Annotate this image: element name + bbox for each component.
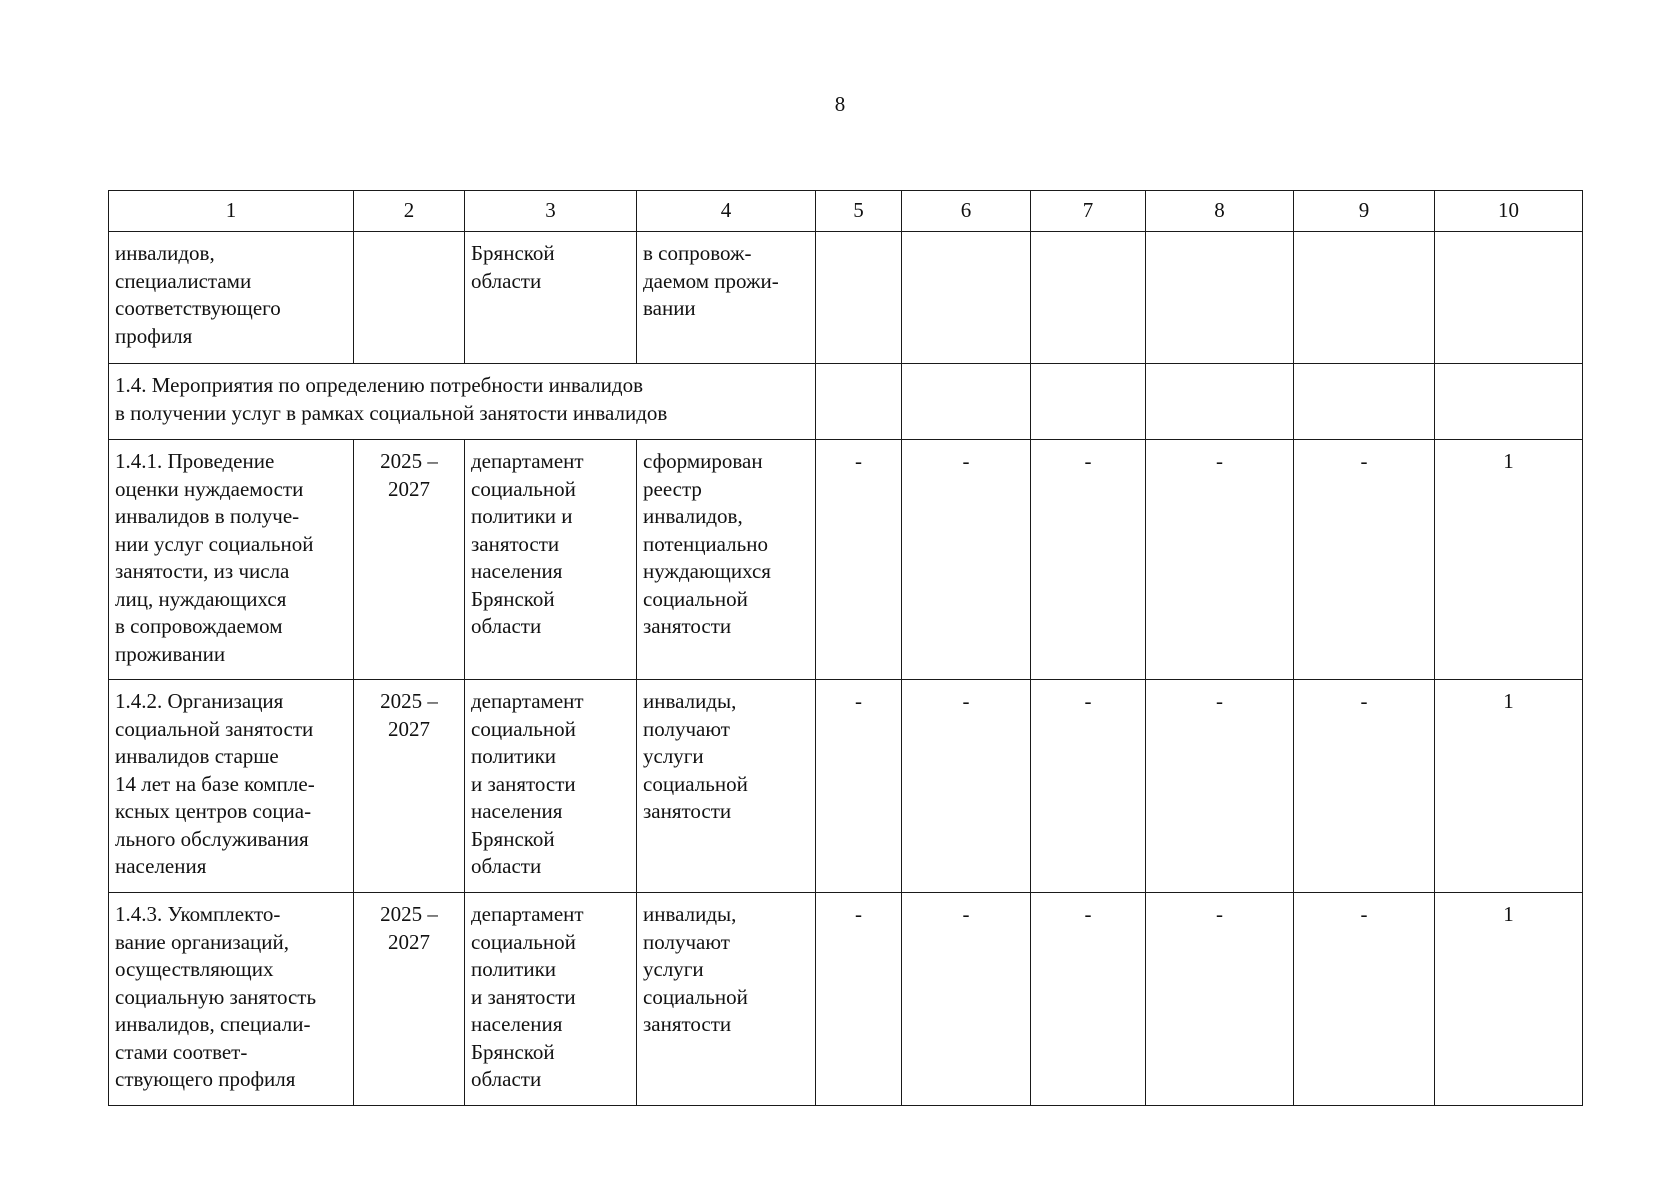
cell-line: политики и [471,504,573,528]
cell-line: 1.4.2. Организация [115,689,284,713]
section-title [109,364,816,440]
cell-line: социальной [471,929,576,954]
cell-line: области [471,614,542,638]
table-row [109,893,1583,1106]
cell-line: департамент [471,902,584,926]
executor-cell [465,893,637,1106]
cell-line: 2025 – [380,449,438,473]
column-number: 9 [1294,191,1435,232]
column-number: 6 [902,191,1031,232]
cell-line: социальной [643,771,748,796]
cell-line: соответствующего [115,296,281,320]
column-number-row [109,191,1583,232]
value-cell: - [816,893,902,1106]
column-number: 8 [1146,191,1294,232]
result-cell [637,893,816,1106]
cell-line: социальной занятости [115,716,314,741]
cell-line: вание организаций, [115,929,289,954]
value-cell: - [1294,893,1435,1106]
years-cell [354,893,465,1106]
cell-line: занятости [471,531,560,556]
value-cell: - [1294,680,1435,893]
value-cell: 1 [1435,440,1583,680]
empty-cell [1031,364,1146,440]
cell-line: департамент [471,689,584,713]
cell-line: даемом прожи- [643,268,779,293]
cell-line: социальной [643,984,748,1009]
empty-cell [1435,232,1583,364]
value-cell: - [902,440,1031,680]
cell-line: инвалидов, специали- [115,1012,311,1036]
value-cell: - [1146,893,1294,1106]
column-number: 2 [354,191,465,232]
cell-line: сформирован [643,449,763,473]
measure-cell [109,893,354,1106]
cell-line: ксных центров социа- [115,799,312,823]
executor-cell [465,680,637,893]
column-number: 7 [1031,191,1146,232]
cell-line: населения [471,1012,563,1036]
cell-line: населения [471,559,563,583]
cell-line: и занятости [471,771,576,796]
cell-line: нуждающихся [643,559,771,583]
cell-line: услуги [643,744,704,768]
cell-line: проживании [115,641,226,666]
years-cell [354,440,465,680]
cell-line: занятости [643,799,732,823]
empty-cell [1294,364,1435,440]
cell-line: области [471,1067,542,1091]
cell-line: потенциально [643,531,768,556]
cell-line: специалистами [115,268,252,293]
cell-line: департамент [471,449,584,473]
column-number: 1 [109,191,354,232]
executor-cell [465,440,637,680]
cell-line: инвалиды, [643,902,737,926]
value-cell: - [1146,680,1294,893]
empty-cell [1146,364,1294,440]
value-cell: - [1031,440,1146,680]
cell-line: социальной [471,716,576,741]
column-number: 3 [465,191,637,232]
column-number: 10 [1435,191,1583,232]
cell-line: Брянской [471,1039,555,1064]
cell-line: политики [471,957,557,981]
empty-cell [1031,232,1146,364]
empty-cell [1146,232,1294,364]
cell-line: занятости, из числа [115,559,290,583]
cell-line: политики [471,744,557,768]
value-cell: 1 [1435,893,1583,1106]
empty-cell [816,232,902,364]
cell-line: инвалидов, [643,504,743,528]
value-cell: - [816,440,902,680]
continued-row [109,232,1583,364]
value-cell: 1 [1435,680,1583,893]
cell-line: 1.4.1. Проведение [115,449,275,473]
cell-line: 1.4.3. Укомплекто- [115,902,281,926]
cell-line: профиля [115,323,193,348]
cell-line: реестр [643,476,702,501]
table-row [109,680,1583,893]
cell-line: 14 лет на базе компле- [115,771,315,796]
cell-line: занятости [643,614,732,638]
cell-line: инвалиды, [643,689,737,713]
value-cell: - [1294,440,1435,680]
cell-line: и занятости [471,984,576,1009]
cell-line: 2025 – [380,689,438,713]
result-cell [637,680,816,893]
years-cell [354,680,465,893]
value-cell: - [1146,440,1294,680]
cell-line: ствующего профиля [115,1067,296,1091]
cell-line: социальной [643,586,748,611]
cell-line: социальную занятость [115,984,317,1009]
cell-line: населения [115,854,207,878]
cell-line: лиц, нуждающихся [115,586,287,611]
cell-line: в получении услуг в рамках социальной занятости инвалидов [115,400,668,425]
cell-line: осуществляющих [115,957,274,981]
cell-line: в сопровождаемом [115,614,283,638]
cell-line: стами соответ- [115,1039,248,1064]
cell-line: нии услуг социальной [115,531,314,556]
measures-table [108,190,1583,1106]
measure-cell [109,232,354,364]
cell-line: Брянской [471,586,555,611]
cell-line: льного обслуживания [115,826,309,851]
cell-line: инвалидов в получе- [115,504,300,528]
value-cell: - [816,680,902,893]
executor-cell [465,232,637,364]
cell-line: Брянской [471,826,555,851]
cell-line: 2027 [388,476,430,501]
cell-line: инвалидов, [115,241,215,265]
years-cell [354,232,465,364]
cell-line: получают [643,716,730,741]
cell-line: 2027 [388,929,430,954]
value-cell: - [902,680,1031,893]
cell-line: вании [643,296,696,320]
column-number: 4 [637,191,816,232]
result-cell [637,440,816,680]
measure-cell [109,680,354,893]
cell-line: получают [643,929,730,954]
cell-line: области [471,268,542,293]
section-row [109,364,1583,440]
table-row [109,440,1583,680]
cell-line: населения [471,799,563,823]
cell-line: социальной [471,476,576,501]
value-cell: - [1031,680,1146,893]
cell-line: занятости [643,1012,732,1036]
cell-line: в сопровож- [643,241,752,265]
measure-cell [109,440,354,680]
value-cell: - [1031,893,1146,1106]
cell-line: 2025 – [380,902,438,926]
cell-line: услуги [643,957,704,981]
page-number: 8 [834,92,846,116]
cell-line: инвалидов старше [115,744,279,768]
empty-cell [1435,364,1583,440]
empty-cell [1294,232,1435,364]
result-cell [637,232,816,364]
cell-line: 2027 [388,716,430,741]
cell-line: области [471,854,542,878]
column-number: 5 [816,191,902,232]
cell-line: 1.4. Мероприятия по определению потребности инвалидов [115,373,644,397]
cell-line: оценки нуждаемости [115,476,304,501]
cell-line: Брянской [471,241,555,265]
empty-cell [816,364,902,440]
empty-cell [902,364,1031,440]
value-cell: - [902,893,1031,1106]
empty-cell [902,232,1031,364]
